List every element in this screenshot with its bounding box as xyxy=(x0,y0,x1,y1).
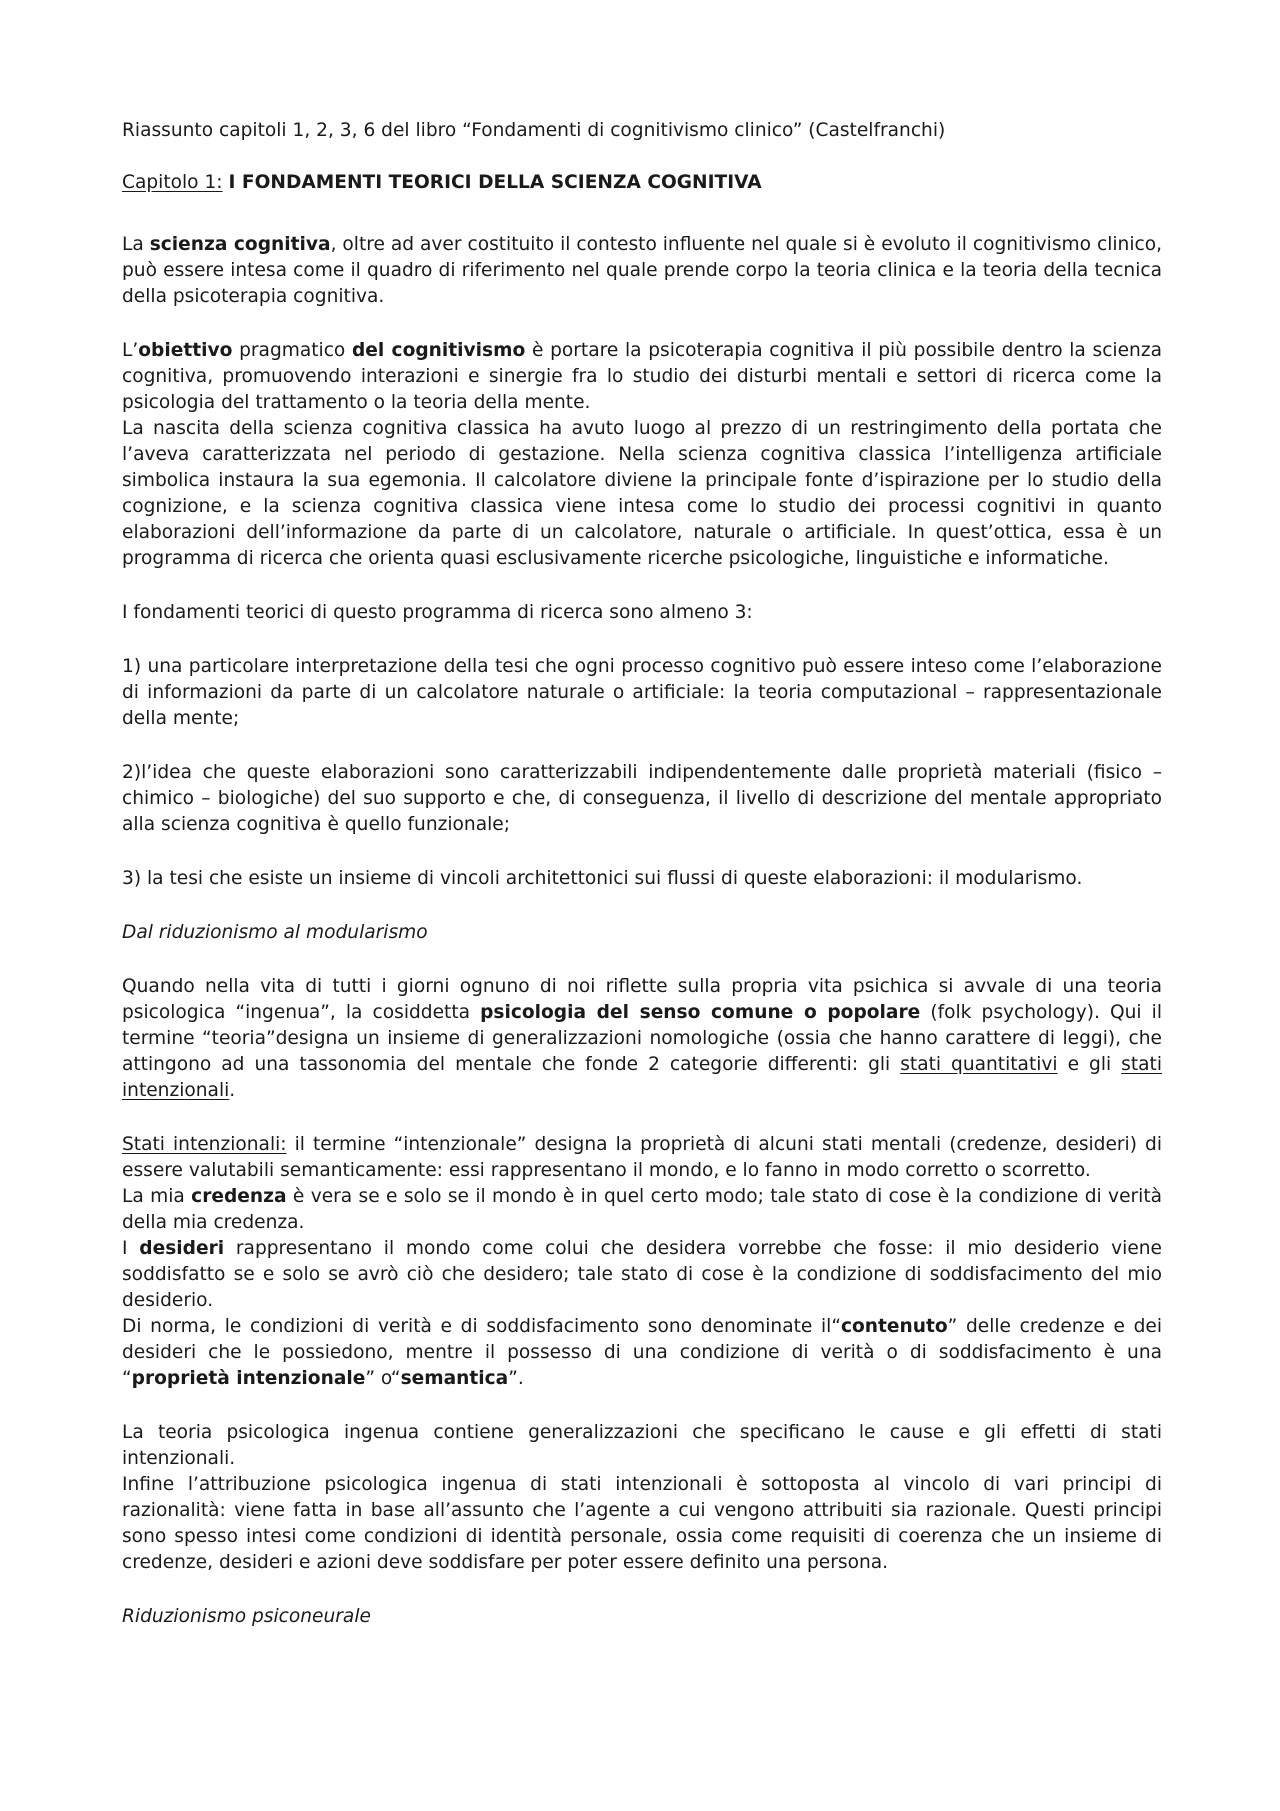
bold-term: desideri xyxy=(139,1238,225,1259)
paragraph-scienza-cognitiva xyxy=(122,232,1162,310)
text-run: ” o“ xyxy=(365,1368,401,1389)
paragraph-razionalita: Infine l’attribuzione psicologica ingenua di stati intenzionali è sottoposta al vincolo di vari principi di razionalità: viene fatta in base all’assunto che l’agente a cui vengono attribuiti sia razionale. Questi principi sono spesso intesi come condizioni di identità personale, ossia come requisiti di coerenza che un insieme di credenze, desideri e azioni deve soddisfare per poter essere definito una persona. xyxy=(122,1474,1162,1573)
list-item-2: 2)l’idea che queste elaborazioni sono caratterizzabili indipendentemente dalle proprietà materiali (fisico – chimico – biologiche) del suo supporto e che, di conseguenza, il livello di descrizione del mentale appropriato alla scienza cognitiva è quello funzionale; xyxy=(122,762,1162,835)
paragraph-stati-intenzionali xyxy=(122,1132,1162,1184)
chapter-label: Capitolo 1: xyxy=(122,172,223,193)
underlined-term: stati intenzionali xyxy=(122,1054,1162,1101)
text-run: è vera se e solo se il mondo è in quel certo modo; tale stato di cose è la condizione di verità della mia credenza. xyxy=(122,1186,1162,1233)
text-run: La xyxy=(122,234,150,255)
text-run: (folk psychology). Qui il termine “teoria”designa un insieme di generalizzazioni nomologiche (ossia che hanno carattere di leggi), che attingono ad una tassonomia del mentale che fonde 2 categorie differenti: gli xyxy=(122,1002,1162,1075)
text-run: Di norma, le condizioni di verità e di soddisfacimento sono denominate il“ xyxy=(122,1316,841,1337)
paragraph-desideri xyxy=(122,1236,1162,1314)
paragraph-teoria-ingenua: La teoria psicologica ingenua contiene generalizzazioni che specificano le cause e gli effetti di stati intenzionali. xyxy=(122,1422,1162,1469)
text-run: ” delle credenze e dei desideri che le possiedono, mentre il possesso di una condizione di verità o di soddisfacimento è una “ xyxy=(122,1316,1162,1389)
text-run: L’ xyxy=(122,340,139,361)
underlined-term: Stati intenzionali: xyxy=(122,1134,287,1155)
text-run: , oltre ad aver costituito il contesto influente nel quale si è evoluto il cognitivismo clinico, può essere intesa come il quadro di riferimento nel quale prende corpo la teoria clinica e la teoria della tecnica della psicoterapia cognitiva. xyxy=(122,234,1162,307)
section-heading-riduzionismo-modularismo: Dal riduzionismo al modularismo xyxy=(122,922,428,943)
bold-term: semantica xyxy=(400,1368,509,1389)
list-item-3: 3) la tesi che esiste un insieme di vincoli architettonici sui flussi di queste elaborazioni: il modularismo. xyxy=(122,868,1083,889)
paragraph-fondamenti: I fondamenti teorici di questo programma di ricerca sono almeno 3: xyxy=(122,602,753,623)
paragraph-folk-psychology xyxy=(122,974,1162,1104)
text-run: La mia xyxy=(122,1186,192,1207)
bold-term: proprietà intenzionale xyxy=(131,1368,366,1389)
underlined-term: stati quantitativi xyxy=(900,1054,1058,1075)
text-run: rappresentano il mondo come colui che desidera vorrebbe che fosse: il mio desiderio viene soddisfatto se e solo se avrò ciò che desidero; tale stato di cose è la condizione di soddisfacimento del mio desiderio. xyxy=(122,1238,1162,1311)
paragraph-contenuto xyxy=(122,1314,1162,1392)
bold-term: credenza xyxy=(191,1186,287,1207)
list-item-1: 1) una particolare interpretazione della tesi che ogni processo cognitivo può essere inteso come l’elaborazione di informazioni da parte di un calcolatore naturale o artificiale: la teoria computazional – rappresentazionale della mente; xyxy=(122,656,1162,729)
bold-term: del cognitivismo xyxy=(352,340,526,361)
document-page xyxy=(122,118,1162,1630)
section-heading-riduzionismo-psiconeurale: Riduzionismo psiconeurale xyxy=(122,1606,371,1627)
text-run: I xyxy=(122,1238,140,1259)
text-run: e gli xyxy=(1057,1054,1122,1075)
paragraph-nascita: La nascita della scienza cognitiva classica ha avuto luogo al prezzo di un restringimento della portata che l’aveva caratterizzata nel periodo di gestazione. Nella scienza cognitiva classica l’intelligenza artificiale simbolica instaura la sua egemonia. Il calcolatore diviene la principale fonte d’ispirazione per lo studio della cognizione, e la scienza cognitiva classica viene intesa come lo studio dei processi cognitivi in quanto elaborazioni dell’informazione da parte di un calcolatore, naturale o artificiale. In quest’ottica, essa è un programma di ricerca che orienta quasi esclusivamente ricerche psicologiche, linguistiche e informatiche. xyxy=(122,418,1162,569)
text-run: è portare la psicoterapia cognitiva il più possibile dentro la scienza cognitiva, promuovendo interazioni e sinergie fra lo studio dei disturbi mentali e settori di ricerca come la psicologia del trattamento o la teoria della mente. xyxy=(122,340,1162,413)
chapter-title: I FONDAMENTI TEORICI DELLA SCIENZA COGNITIVA xyxy=(228,172,762,193)
bold-term: psicologia del senso comune o popolare xyxy=(480,1002,921,1023)
text-run: pragmatico xyxy=(232,340,352,361)
bold-term: scienza cognitiva xyxy=(149,234,331,255)
paragraph-obiettivo xyxy=(122,338,1162,416)
bold-term: obiettivo xyxy=(138,340,233,361)
document-title: Riassunto capitoli 1, 2, 3, 6 del libro “Fondamenti di cognitivismo clinico” (Castelfranchi) xyxy=(122,120,946,141)
text-run: il termine “intenzionale” designa la proprietà di alcuni stati mentali (credenze, desideri) di essere valutabili semanticamente: essi rappresentano il mondo, e lo fanno in modo corretto o scorretto. xyxy=(122,1134,1162,1181)
chapter-heading xyxy=(122,170,1162,196)
bold-term: contenuto xyxy=(840,1316,948,1337)
paragraph-credenza xyxy=(122,1184,1162,1236)
text-run: Quando nella vita di tutti i giorni ognuno di noi riflette sulla propria vita psichica si avvale di una teoria psicologica “ingenua”, la cosiddetta xyxy=(122,976,1162,1023)
text-run: . xyxy=(229,1080,236,1101)
text-run: ”. xyxy=(508,1368,524,1389)
